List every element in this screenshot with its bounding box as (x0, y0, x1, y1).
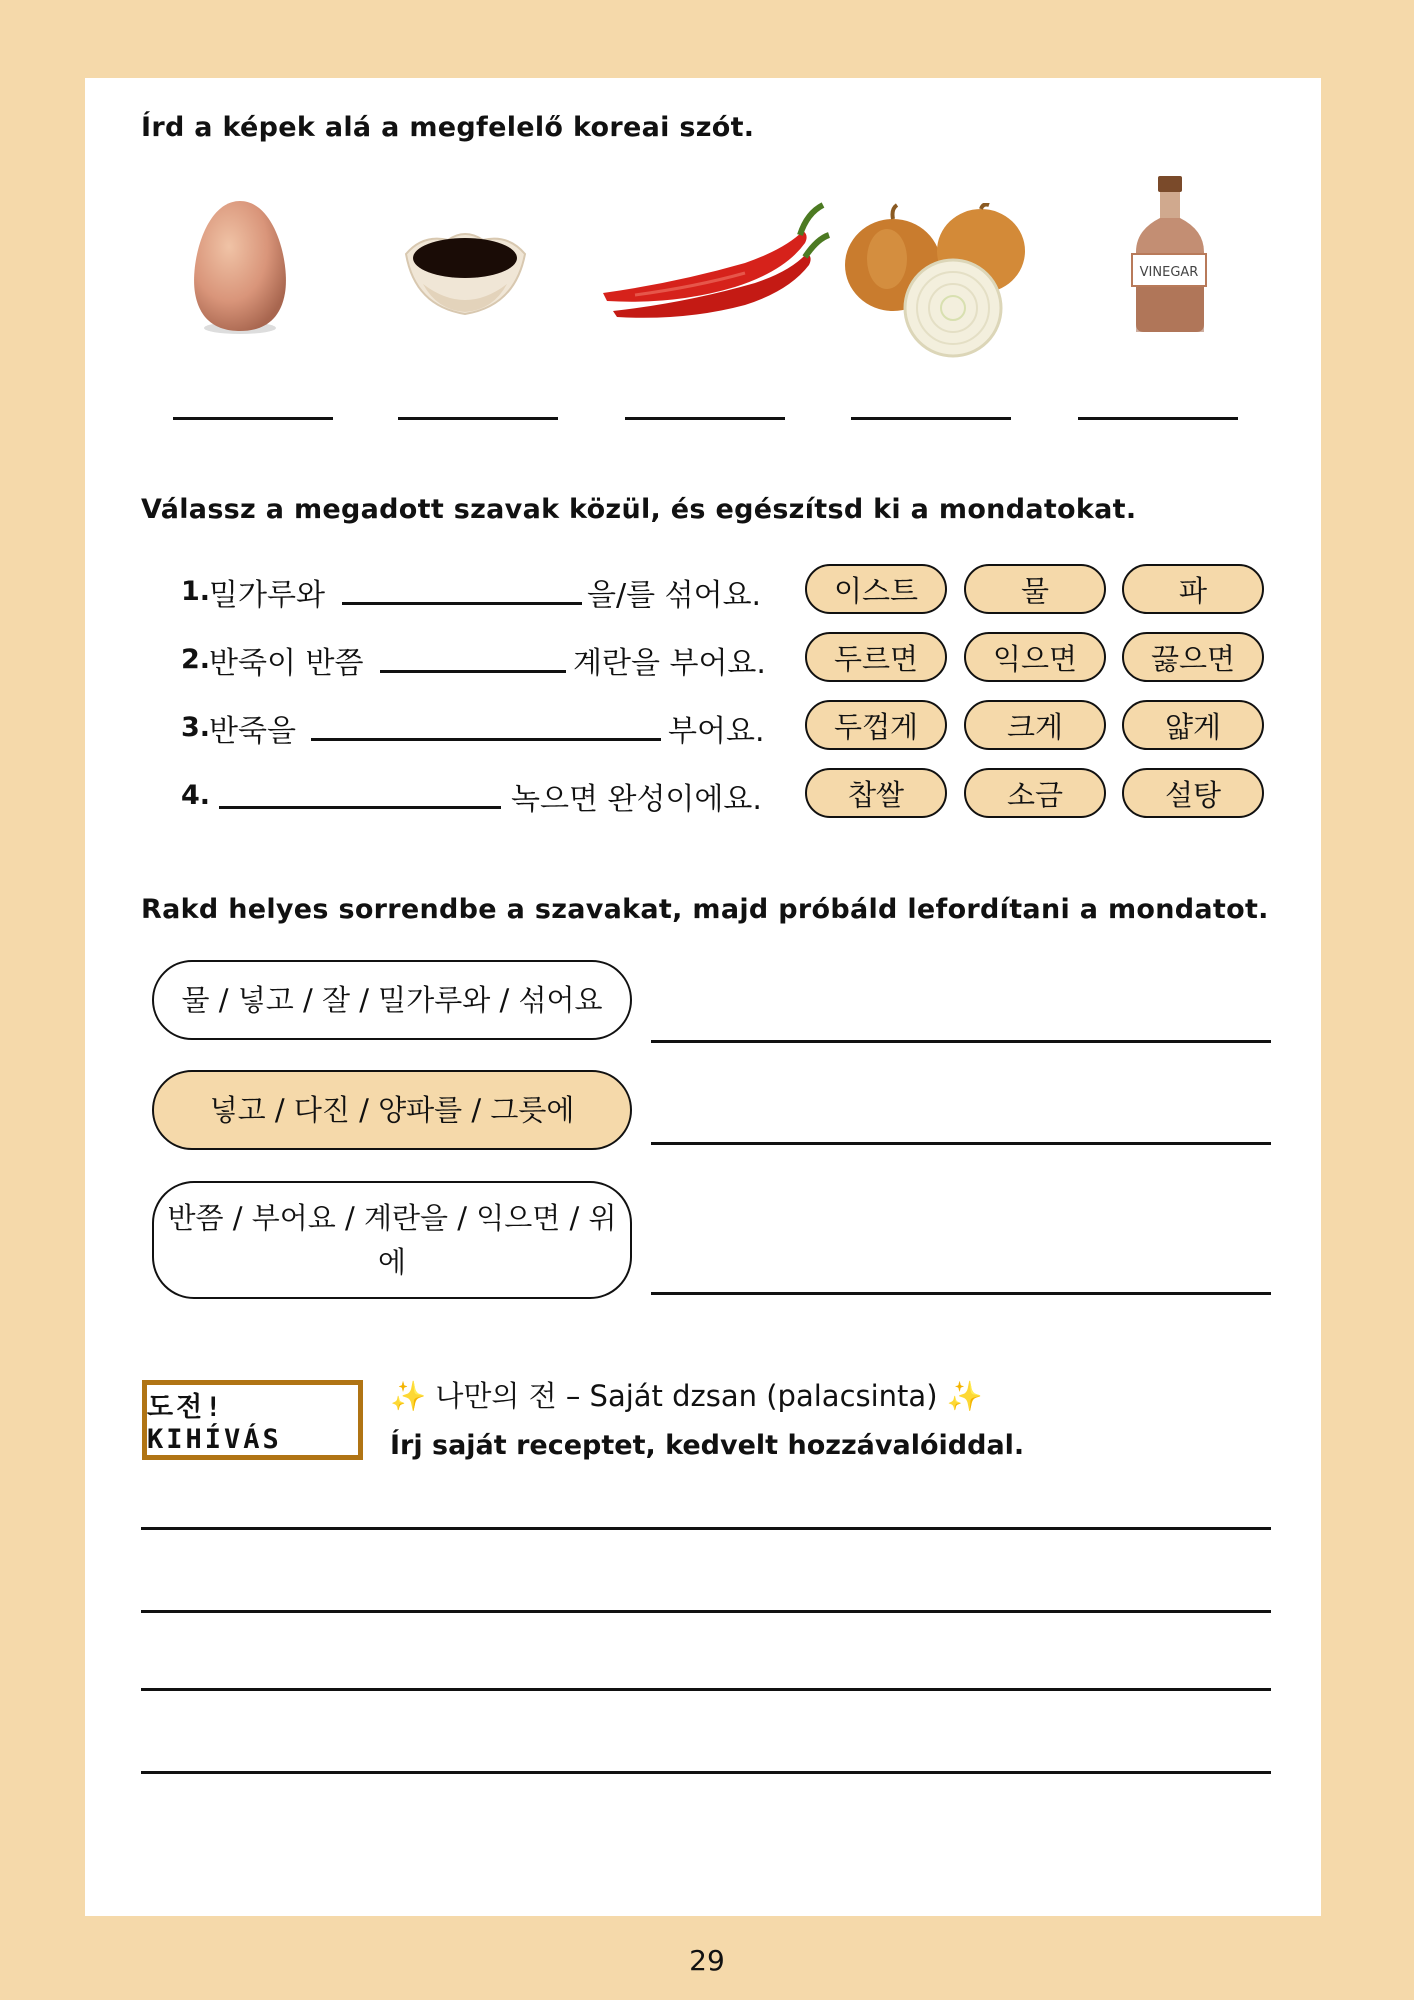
answer-blank-4[interactable] (851, 417, 1011, 420)
sentence-2-blank[interactable] (380, 670, 566, 673)
option-pill[interactable]: 두껍게 (805, 700, 947, 750)
recipe-line-4[interactable] (141, 1771, 1271, 1774)
option-pill[interactable]: 파 (1122, 564, 1264, 614)
word-order-bubble-3: 반쯤 / 부어요 / 계란을 / 익으면 / 위에 (152, 1181, 632, 1299)
answer-blank-5[interactable] (1078, 417, 1238, 420)
answer-blank-3[interactable] (625, 417, 785, 420)
option-pill[interactable]: 소금 (964, 768, 1106, 818)
option-pill[interactable]: 얇게 (1122, 700, 1264, 750)
section2-instruction: Válassz a megadott szavak közül, és egészítsd ki a mondatokat. (141, 494, 1137, 525)
sentence-2-after: 계란을 부어요. (573, 646, 766, 681)
option-pill[interactable]: 설탕 (1122, 768, 1264, 818)
sentence-number: 4. (181, 780, 211, 811)
sparkle-icon: ✨ (946, 1379, 983, 1413)
challenge-title-text: 나만의 전 – Saját dzsan (palacsinta) (435, 1379, 938, 1413)
sentence-number: 1. (181, 576, 211, 607)
recipe-line-2[interactable] (141, 1610, 1271, 1613)
sentence-3-after: 부어요. (668, 714, 765, 749)
word-order-bubble-1: 물 / 넣고 / 잘 / 밀가루와 / 섞어요 (152, 960, 632, 1040)
worksheet-page (85, 78, 1321, 1916)
sentence-4-after: 녹으면 완성이에요. (511, 782, 762, 817)
vinegar-label: VINEGAR (1139, 265, 1199, 280)
option-pill[interactable]: 두르면 (805, 632, 947, 682)
challenge-title (390, 1374, 983, 1415)
option-pill[interactable]: 찹쌀 (805, 768, 947, 818)
word-order-bubble-2: 넣고 / 다진 / 양파를 / 그릇에 (152, 1070, 632, 1150)
option-pill[interactable]: 크게 (964, 700, 1106, 750)
option-pill[interactable]: 물 (964, 564, 1106, 614)
chili-pepper-picture (595, 183, 830, 323)
sentence-number: 2. (181, 644, 211, 675)
option-pill[interactable]: 끓으면 (1122, 632, 1264, 682)
challenge-badge: 도전! KIHÍVÁS (142, 1380, 363, 1460)
section1-instruction: Írd a képek alá a megfelelő koreai szót. (141, 112, 755, 143)
section3-instruction: Rakd helyes sorrendbe a szavakat, majd próbáld lefordítani a mondatot. (141, 894, 1269, 925)
translation-line-2[interactable] (651, 1142, 1271, 1145)
onion-picture (843, 203, 1033, 358)
page-number: 29 (689, 1944, 725, 1977)
translation-line-1[interactable] (651, 1040, 1271, 1043)
recipe-line-1[interactable] (141, 1527, 1271, 1530)
sentence-1-before: 밀가루와 (209, 578, 325, 613)
soy-sauce-picture (403, 226, 528, 321)
recipe-line-3[interactable] (141, 1688, 1271, 1691)
sentence-3-before: 반죽을 (209, 714, 296, 749)
sentence-2-before: 반죽이 반쯤 (209, 646, 364, 681)
egg-picture (185, 193, 295, 338)
answer-blank-1[interactable] (173, 417, 333, 420)
sentence-4-blank[interactable] (219, 806, 501, 809)
sentence-1-after: 을/를 섞어요. (587, 578, 762, 613)
sentence-3-blank[interactable] (311, 738, 661, 741)
option-pill[interactable]: 이스트 (805, 564, 947, 614)
sentence-1-blank[interactable] (342, 602, 582, 605)
vinegar-bottle-picture (1130, 174, 1210, 336)
option-pill[interactable]: 익으면 (964, 632, 1106, 682)
challenge-subtitle: Írj saját receptet, kedvelt hozzávalóiddal. (390, 1430, 1025, 1461)
translation-line-3[interactable] (651, 1292, 1271, 1295)
sentence-number: 3. (181, 712, 211, 743)
sparkle-icon: ✨ (390, 1379, 427, 1413)
answer-blank-2[interactable] (398, 417, 558, 420)
